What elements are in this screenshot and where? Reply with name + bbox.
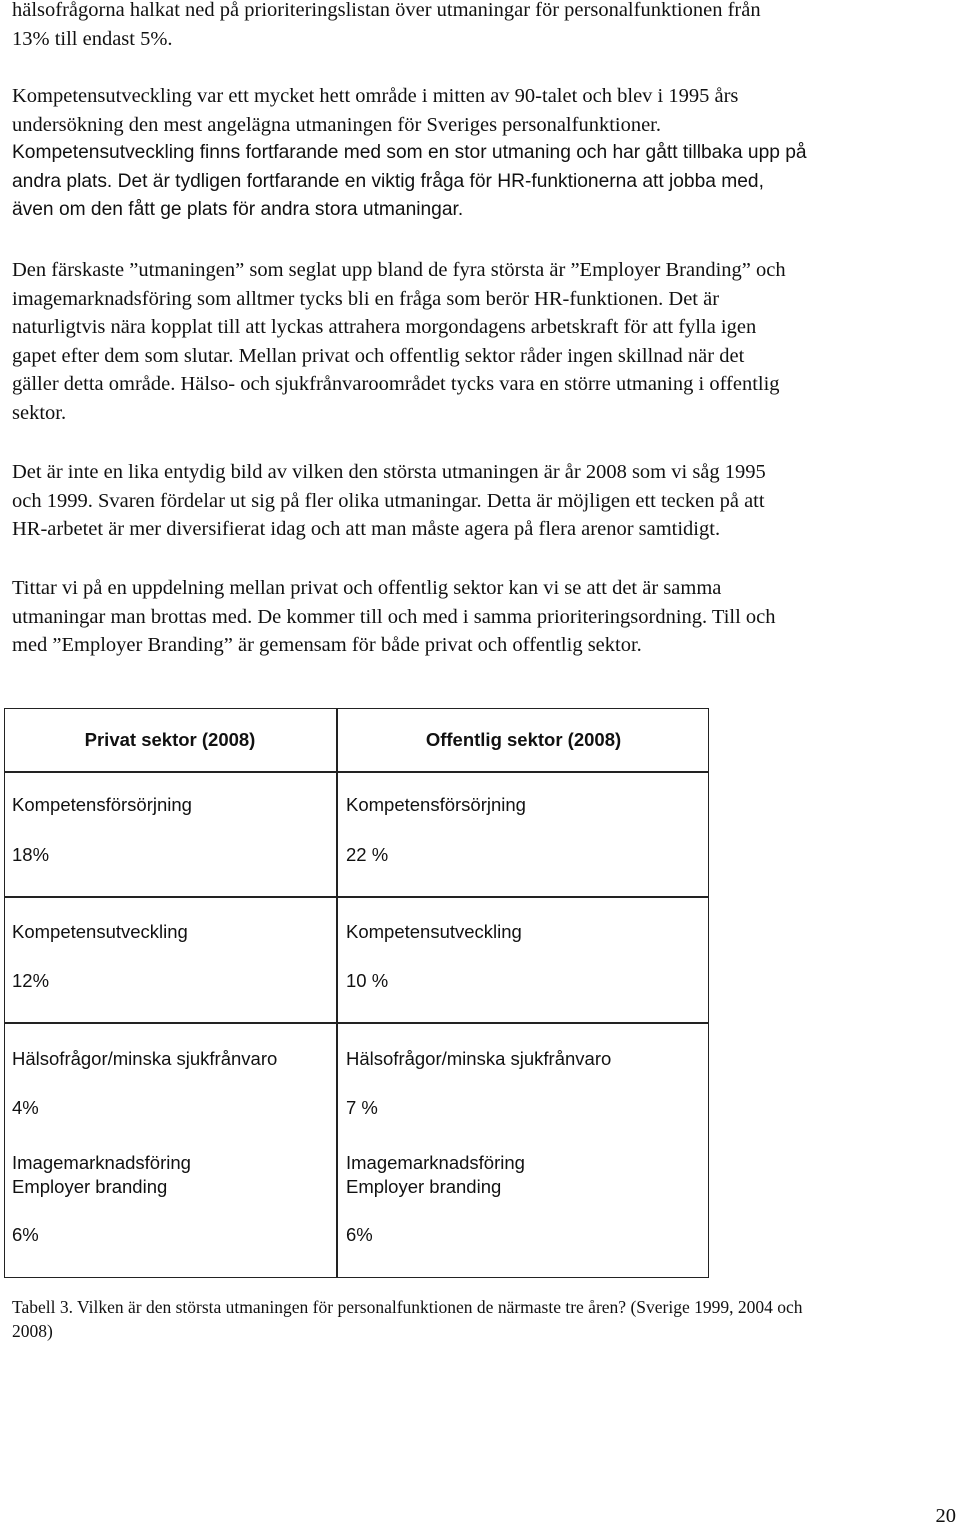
privat-label-employer-branding: Employer branding: [12, 1176, 168, 1197]
text-line: Kompetensutveckling finns fortfarande med som en stor utmaning och har gått tillbaka upp på: [12, 142, 807, 164]
text-line: naturligtvis nära kopplat till att lyckas attrahera morgondagens arbetskraft för att fylla igen: [12, 316, 757, 339]
caption-line: 2008): [12, 1321, 53, 1341]
offentlig-label-employer-branding: Employer branding: [346, 1176, 502, 1197]
paragraph-employer-branding: [12, 256, 958, 428]
text-line: undersökning den mest angelägna utmaningen för Sveriges personalfunktioner.: [12, 113, 662, 136]
privat-label-halsofragor: Hälsofrågor/minska sjukfrånvaro: [12, 1048, 278, 1069]
text-line: gapet efter dem som slutar. Mellan privat och offentlig sektor råder ingen skillnad när det: [12, 344, 745, 367]
privat-label-imagemarknadsforing: Imagemarknadsföring: [12, 1152, 191, 1173]
text-line: med ”Employer Branding” är gemensam för både privat och offentlig sektor.: [12, 634, 642, 657]
offentlig-value-halsofragor: 7 %: [346, 1097, 378, 1118]
text-line: HR-arbetet är mer diversifierat idag och att man måste agera på flera arenor samtidigt.: [12, 518, 721, 541]
privat-value-halsofragor: 4%: [12, 1097, 39, 1118]
offentlig-value-kompetensforsorjning: 22 %: [346, 844, 389, 865]
privat-label-kompetensforsorjning: Kompetensförsörjning: [12, 794, 192, 815]
privat-label-kompetensutveckling: Kompetensutveckling: [12, 921, 188, 942]
text-line: Tittar vi på en uppdelning mellan privat och offentlig sektor kan vi se att det är samma: [12, 577, 722, 599]
text-line: Det är inte en lika entydig bild av vilken den största utmaningen är år 2008 som vi såg 1995: [12, 461, 766, 483]
text-line: hälsofrågorna halkat ned på prioriteringslistan över utmaningar för personalfunktionen från: [12, 0, 761, 21]
offentlig-label-kompetensforsorjning: Kompetensförsörjning: [346, 794, 526, 815]
privat-value-kompetensutveckling: 12%: [12, 970, 50, 991]
privat-value-imagemarknadsforing: 6%: [12, 1224, 39, 1245]
offentlig-label-kompetensutveckling: Kompetensutveckling: [346, 921, 522, 942]
privat-value-kompetensforsorjning: 18%: [12, 844, 50, 865]
text-line: 13% till endast 5%.: [12, 27, 173, 50]
text-line: även om den fått ge plats för andra stora utmaningar.: [12, 199, 464, 221]
paragraph-sektor-jamforelse: [12, 574, 958, 660]
paragraph-intro-continued: [12, 0, 958, 53]
table-grid: [4, 708, 709, 1278]
text-line: utmaningar man brottas med. De kommer till och med i samma prioriteringsordning. Till och: [12, 605, 776, 628]
header-offentlig-sektor-cell: Offentlig sektor (2008): [425, 728, 622, 750]
text-line: och 1999. Svaren fördelar ut sig på fler olika utmaningar. Detta är möjligen ett tecken på att: [12, 489, 765, 512]
text-line: Den färskaste ”utmaningen” som seglat upp bland de fyra största är ”Employer Branding” och: [12, 259, 786, 281]
caption-line: Tabell 3. Vilken är den största utmaningen för personalfunktionen de närmaste tre åren? (Sverige 1999, 2004 och: [12, 1297, 803, 1317]
paragraph-diversifierat: [12, 458, 958, 544]
text-line: Kompetensutveckling var ett mycket hett område i mitten av 90-talet och blev i 1995 års: [12, 85, 739, 107]
text-line: imagemarknadsföring som alltmer tycks bli en fråga som berör HR-funktionen. Det är: [12, 287, 720, 310]
text-line: gäller detta område. Hälso- och sjukfrånvaroområdet tycks vara en större utmaning i offentlig: [12, 373, 780, 396]
paragraph-kompetensutveckling: [12, 82, 958, 225]
offentlig-label-halsofragor: Hälsofrågor/minska sjukfrånvaro: [346, 1048, 612, 1069]
text-line: sektor.: [12, 401, 67, 424]
page-number: 20: [935, 1505, 956, 1527]
offentlig-value-kompetensutveckling: 10 %: [346, 970, 389, 991]
table-caption: [12, 1295, 960, 1343]
header-privat-sektor-cell: Privat sektor (2008): [84, 728, 256, 750]
text-line: andra plats. Det är tydligen fortfarande en viktig fråga för HR-funktionerna att jobba med,: [12, 170, 764, 192]
offentlig-value-imagemarknadsforing: 6%: [346, 1224, 373, 1245]
offentlig-label-imagemarknadsforing: Imagemarknadsföring: [346, 1152, 525, 1173]
